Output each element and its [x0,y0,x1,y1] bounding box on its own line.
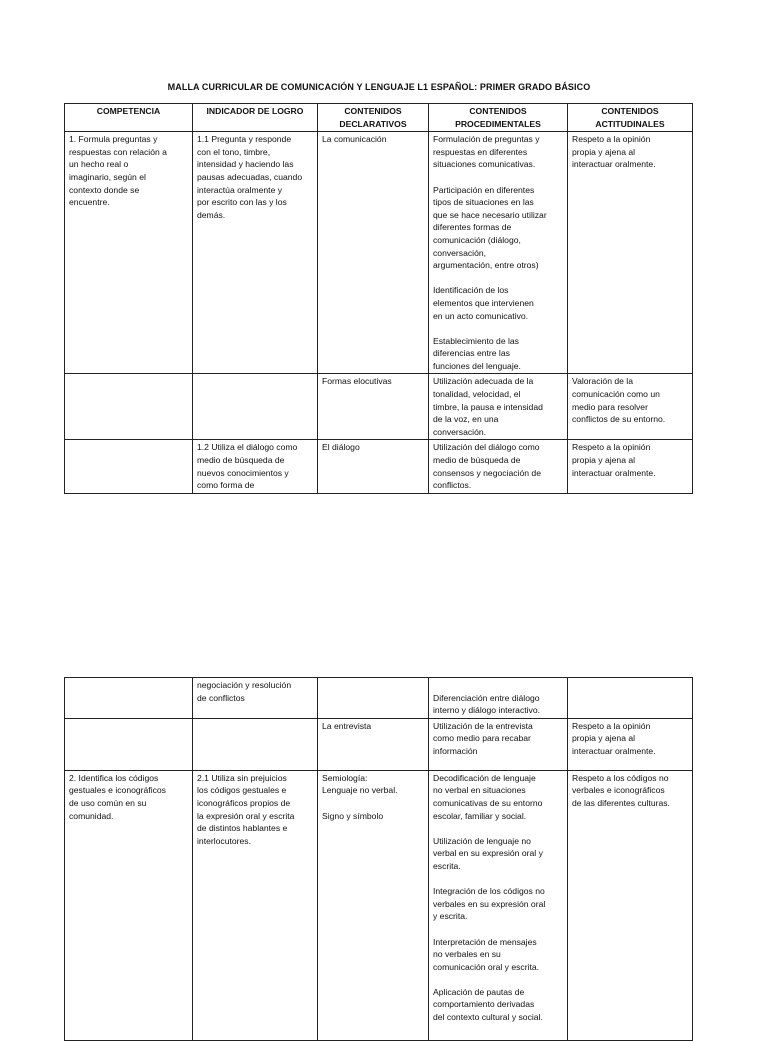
table-row [65,374,693,440]
cell-declarativos: Formas elocutivas [318,374,429,440]
table-row [65,132,693,374]
cell-procedimentales: Diferenciación entre diálogo interno y diálogo interactivo. [429,678,568,719]
cell-procedimentales: Utilización adecuada de la tonalidad, velocidad, el timbre, la pausa e intensidad de la voz, en una conversación. [429,374,568,440]
cell-competencia: 2. Identifica los códigos gestuales e iconográficos de uso común en su comunidad. [65,770,193,1040]
cell-declarativos: La comunicación [318,132,429,374]
cell-indicador: 2.1 Utiliza sin prejuicios los códigos gestuales e iconográficos propios de la expresión oral y escrita de distintos hablantes e interlocutores. [193,770,318,1040]
cell-indicador: 1.2 Utiliza el diálogo como medio de búsqueda de nuevos conocimientos y como forma de [193,440,318,494]
cell-competencia [65,374,193,440]
cell-procedimentales: Utilización del diálogo como medio de búsqueda de consensos y negociación de conflictos. [429,440,568,494]
table-row [65,770,693,1040]
cell-procedimentales: Utilización de la entrevista como medio para recabar información [429,718,568,770]
cell-procedimentales: Decodificación de lenguaje no verbal en situaciones comunicativas de su entorno escolar, familiar y social. Utilización de lenguaje no verbal en su expresión oral y escrita. Integración de los códigos no verbales en su expresión oral y escrita. Interpretación de mensajes no verbales en su comunicación oral y escrita. Aplicación de pautas de comportamiento derivadas del contexto cultural y social. [429,770,568,1040]
cell-declarativos: La entrevista [318,718,429,770]
cell-actitudinales: Respeto a la opinión propia y ajena al interactuar oralmente. [568,718,693,770]
cell-actitudinales: Respeto a la opinión propia y ajena al interactuar oralmente. [568,132,693,374]
header-declarativos: CONTENIDOS DECLARATIVOS [318,104,429,132]
header-actitudinales: CONTENIDOS ACTITUDINALES [568,104,693,132]
cell-competencia [65,440,193,494]
cell-indicador: 1.1 Pregunta y responde con el tono, timbre, intensidad y haciendo las pausas adecuadas, cuando interactúa oralmente y por escrito con las y los demás. [193,132,318,374]
header-procedimentales: CONTENIDOS PROCEDIMENTALES [429,104,568,132]
table-row [65,678,693,719]
cell-indicador: negociación y resolución de conflictos [193,678,318,719]
cell-actitudinales: Valoración de la comunicación como un medio para resolver conflictos de su entorno. [568,374,693,440]
cell-declarativos: Semiología: Lenguaje no verbal. Signo y símbolo [318,770,429,1040]
document-title: MALLA CURRICULAR DE COMUNICACIÓN Y LENGUAJE L1 ESPAÑOL: PRIMER GRADO BÁSICO [167,82,591,92]
cell-indicador [193,374,318,440]
cell-actitudinales: Respeto a la opinión propia y ajena al interactuar oralmente. [568,440,693,494]
header-row [65,104,693,132]
cell-indicador [193,718,318,770]
header-indicador: INDICADOR DE LOGRO [193,104,318,132]
curriculum-table-bottom [64,677,693,1041]
cell-declarativos: El diálogo [318,440,429,494]
cell-competencia: 1. Formula preguntas y respuestas con relación a un hecho real o imaginario, según el contexto donde se encuentre. [65,132,193,374]
cell-procedimentales: Formulación de preguntas y respuestas en diferentes situaciones comunicativas. Participación en diferentes tipos de situaciones en las que se hace necesario utilizar diferentes formas de comunicación (diálogo, conversación, argumentación, entre otros) Identificación de los elementos que intervienen en un acto comunicativo. Establecimiento de las diferencias entre las funciones del lenguaje. [429,132,568,374]
curriculum-table-top [64,103,693,494]
cell-competencia [65,678,193,719]
cell-competencia [65,718,193,770]
cell-actitudinales: Respeto a los códigos no verbales e iconográficos de las diferentes culturas. [568,770,693,1040]
header-competencia: COMPETENCIA [65,104,193,132]
cell-declarativos [318,678,429,719]
table-row [65,440,693,494]
table-row [65,718,693,770]
cell-actitudinales [568,678,693,719]
